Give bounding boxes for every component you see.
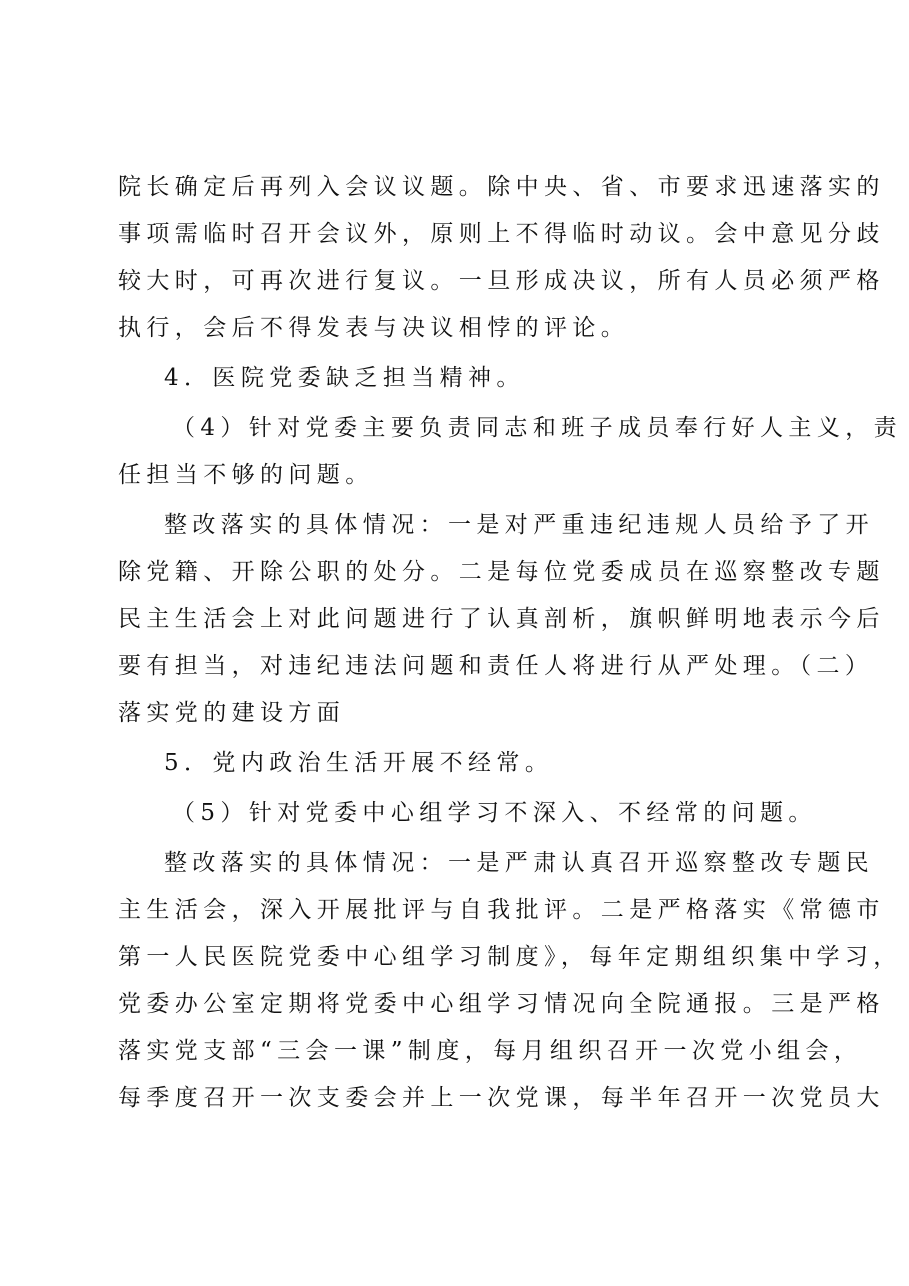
text-line: 党委办公室定期将党委中心组学习情况向全院通报。三是严格 — [118, 991, 885, 1017]
text-line: 院长确定后再列入会议议题。除中央、省、市要求迅速落实的 — [118, 174, 885, 200]
text-line: 整改落实的具体情况：一是严肃认真召开巡察整改专题民 — [164, 850, 874, 876]
text-line: 每季度召开一次支委会并上一次党课，每半年召开一次党员大 — [118, 1085, 885, 1111]
text-line: 任担当不够的问题。 — [118, 462, 374, 488]
text-line: 民主生活会上对此问题进行了认真剖析，旗帜鲜明地表示今后 — [118, 606, 885, 632]
text-line: 整改落实的具体情况：一是对严重违纪违规人员给予了开 — [164, 512, 874, 538]
section-heading: 4．医院党委缺乏担当精神。 — [164, 365, 525, 391]
text-line: 较大时，可再次进行复议。一旦形成决议，所有人员必须严格 — [118, 268, 885, 294]
text-line: （5）针对党委中心组学习不深入、不经常的问题。 — [172, 800, 817, 826]
text-line: 要有担当，对违纪违法问题和责任人将进行从严处理。（二） — [118, 653, 874, 679]
text-line: 事项需临时召开会议外，原则上不得临时动议。会中意见分歧 — [118, 221, 885, 247]
text-line: 落实党支部“三会一课”制度，每月组织召开一次党小组会， — [118, 1038, 863, 1064]
text-line: 落实党的建设方面 — [118, 700, 346, 726]
text-line: 执行，会后不得发表与决议相悖的评论。 — [118, 315, 630, 341]
text-line: 除党籍、开除公职的处分。二是每位党委成员在巡察整改专题 — [118, 559, 885, 585]
section-heading: 5．党内政治生活开展不经常。 — [164, 750, 554, 776]
text-line: 主生活会，深入开展批评与自我批评。二是严格落实《常德市 — [118, 897, 885, 923]
text-line: （4）针对党委主要负责同志和班子成员奉行好人主义，责 — [172, 415, 903, 441]
text-line: 第一人民医院党委中心组学习制度》，每年定期组织集中学习， — [118, 944, 902, 970]
